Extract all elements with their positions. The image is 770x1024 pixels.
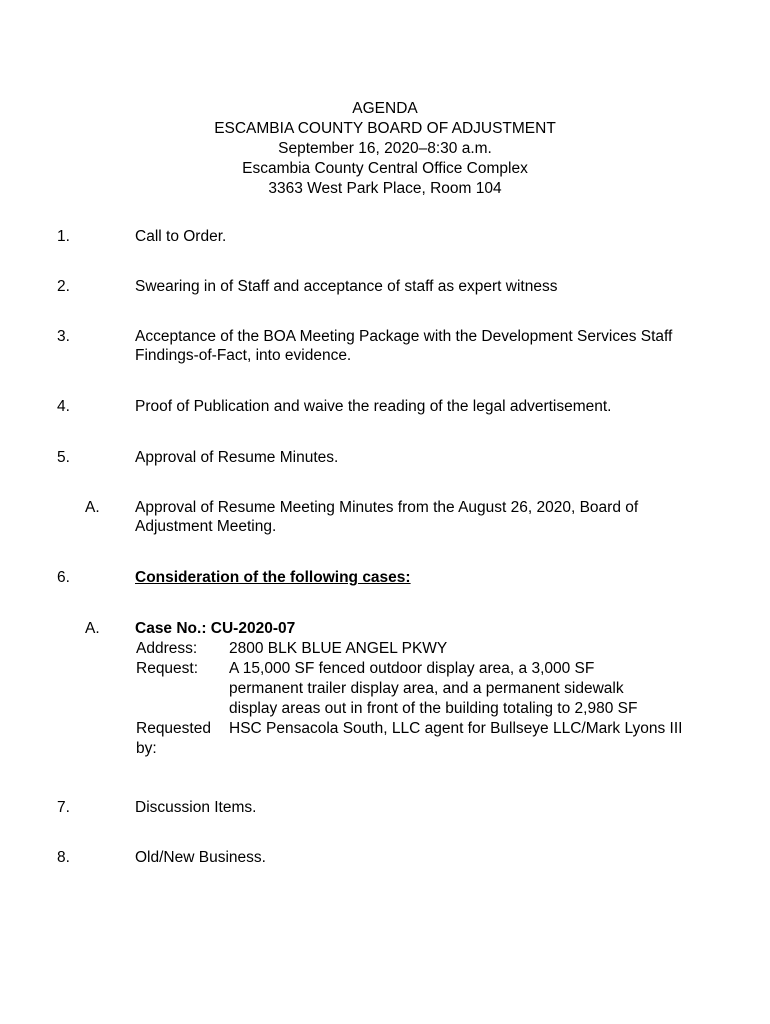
meeting-date: September 16, 2020–8:30 a.m. bbox=[278, 140, 492, 157]
item-number: 7. bbox=[57, 799, 70, 816]
agenda-title: AGENDA bbox=[352, 100, 418, 117]
request-label: Request: bbox=[136, 660, 199, 677]
item-number: 2. bbox=[57, 278, 70, 295]
item-text: Swearing in of Staff and acceptance of staff as expert witness bbox=[135, 278, 558, 295]
item-number: 8. bbox=[57, 849, 70, 866]
item-text: Acceptance of the BOA Meeting Package with the Development Services Staff Findings-of-Fact, into evidence. bbox=[135, 328, 673, 364]
request-value: A 15,000 SF fenced outdoor display area, a 3,000 SF permanent trailer display area, and a permanent sidewalk display areas out in front of the building totaling to 2,980 SF bbox=[229, 660, 638, 717]
address-value: 2800 BLK BLUE ANGEL PKWY bbox=[229, 640, 448, 657]
agenda-header bbox=[0, 99, 770, 199]
requested-by-value: HSC Pensacola South, LLC agent for Bullseye LLC/Mark Lyons III bbox=[229, 720, 683, 737]
case-title: Case No.: CU-2020-07 bbox=[135, 620, 296, 637]
item-number: 3. bbox=[57, 328, 70, 345]
case-letter: A. bbox=[85, 620, 100, 637]
sub-item-text: Approval of Resume Meeting Minutes from the August 26, 2020, Board of Adjustment Meeting. bbox=[135, 499, 639, 535]
item-number: 6. bbox=[57, 569, 70, 586]
item-number: 4. bbox=[57, 398, 70, 415]
requested-by-label: Requested by: bbox=[136, 720, 211, 757]
case-requested-by-row bbox=[133, 719, 699, 759]
item-text: Proof of Publication and waive the reading of the legal advertisement. bbox=[135, 398, 612, 415]
item-text: Approval of Resume Minutes. bbox=[135, 449, 339, 466]
item-number: 5. bbox=[57, 449, 70, 466]
item-text: Call to Order. bbox=[135, 228, 227, 245]
address-label: Address: bbox=[136, 640, 198, 657]
meeting-location: Escambia County Central Office Complex bbox=[242, 160, 528, 177]
case-address-row bbox=[133, 639, 699, 659]
meeting-address: 3363 West Park Place, Room 104 bbox=[268, 180, 502, 197]
item-number: 1. bbox=[57, 228, 70, 245]
item-text: Consideration of the following cases: bbox=[135, 569, 411, 586]
case-request-row bbox=[133, 659, 699, 719]
item-text: Old/New Business. bbox=[135, 849, 266, 866]
sub-item-letter: A. bbox=[85, 499, 100, 516]
item-text: Discussion Items. bbox=[135, 799, 257, 816]
case-details bbox=[133, 639, 699, 759]
board-name: ESCAMBIA COUNTY BOARD OF ADJUSTMENT bbox=[214, 120, 556, 137]
